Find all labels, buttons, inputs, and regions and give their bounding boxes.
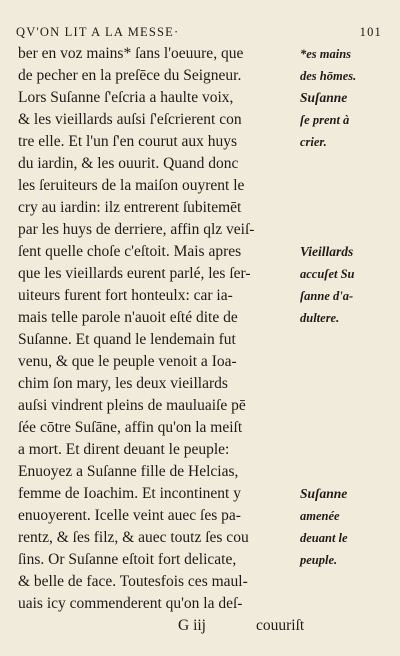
text-line	[18, 483, 384, 505]
line-text: uais icy commenderent qu'on la deſ-	[18, 595, 243, 612]
line-text: venu, & que le peuple venoit a Ioa-	[18, 353, 237, 370]
text-line	[18, 351, 384, 373]
marginal-note: peuple.	[300, 553, 338, 567]
text-line	[18, 373, 384, 395]
text-line	[18, 263, 384, 285]
line-text: cry au iardin: ilz entrerent ſubitemēt	[18, 199, 242, 216]
marginal-note: amenée	[300, 509, 340, 523]
marginal-note: dultere.	[300, 311, 340, 325]
line-text: uiteurs furent fort honteulx: car ia-	[18, 287, 233, 304]
marginal-note: Suſanne	[300, 486, 348, 501]
text-line	[18, 43, 384, 65]
text-line	[18, 549, 384, 571]
text-line	[18, 241, 384, 263]
line-text: ſent quelle choſe c'eſtoit. Mais apres	[18, 243, 242, 260]
text-line	[18, 285, 384, 307]
text-line	[18, 109, 384, 131]
line-text: rentz, & ſes filz, & auec toutz ſes cou	[18, 529, 249, 546]
text-line	[18, 329, 384, 351]
line-text: enuoyerent. Icelle veint auec ſes pa-	[18, 507, 241, 524]
marginal-note: deuant le	[300, 531, 348, 545]
line-text: & les vieillards auſsi ſ'eſcrierent con	[18, 111, 242, 128]
marginal-note: des hōmes.	[300, 69, 357, 83]
footer-line	[18, 615, 384, 637]
text-line	[18, 307, 384, 329]
line-text: & belle de face. Toutesfois ces maul-	[18, 573, 248, 590]
line-text: ſée cōtre Suſāne, affin qu'on la meiſt	[18, 419, 243, 436]
text-line	[18, 131, 384, 153]
text-line	[18, 175, 384, 197]
line-text: chim ſon mary, les deux vieillards	[18, 375, 228, 392]
text-line	[18, 395, 384, 417]
text-line	[18, 417, 384, 439]
line-text: par les huys de derriere, affin qlz veiſ-	[18, 221, 255, 238]
line-text: Suſanne. Et quand le lendemain fut	[18, 331, 236, 348]
line-text: Enuoyez a Suſanne fille de Helcias,	[18, 463, 239, 480]
page-number: 101	[359, 25, 382, 39]
line-text: de pecher en la preſēce du Seigneur.	[18, 67, 242, 84]
line-text: a mort. Et dirent deuant le peuple:	[18, 441, 230, 458]
line-text: mais telle parole n'auoit eſté dite de	[18, 309, 238, 326]
line-text: femme de Ioachim. Et incontinent y	[18, 485, 241, 502]
line-text: ſins. Or Suſanne eſtoit fort delicate,	[18, 551, 237, 568]
text-line	[18, 571, 384, 593]
line-text: que les vieillards eurent parlé, les ſer-	[18, 265, 251, 282]
marginal-note: accuſet Su	[300, 267, 355, 281]
catchword: couuriſt	[256, 617, 305, 634]
running-title: QV'ON LIT A LA MESSE·	[16, 25, 180, 39]
text-block	[18, 43, 384, 637]
text-line	[18, 219, 384, 241]
signature-mark: G iij	[178, 617, 206, 634]
text-line	[18, 593, 384, 615]
text-line	[18, 197, 384, 219]
text-line	[18, 505, 384, 527]
text-line	[18, 439, 384, 461]
text-line	[18, 153, 384, 175]
line-text: auſsi vindrent pleins de mauluaiſe pē	[18, 397, 246, 414]
marginal-note: *es mains	[300, 47, 352, 61]
marginal-note: Suſanne	[300, 90, 348, 105]
line-text: du iardin, & les ouurit. Quand donc	[18, 155, 239, 172]
line-text: ber en voz mains* ſans l'oeuure, que	[18, 45, 244, 62]
marginal-note: ſe prent à	[300, 113, 350, 127]
text-line	[18, 527, 384, 549]
line-text: Lors Suſanne ſ'eſcria a haulte voix,	[18, 89, 234, 106]
marginal-note: ſanne d'a-	[300, 289, 354, 303]
line-text: les ſeruiteurs de la maiſon ouyrent le	[18, 177, 245, 194]
marginal-note: crier.	[300, 135, 327, 149]
marginal-note: Vieillards	[300, 244, 354, 259]
text-line	[18, 461, 384, 483]
text-line	[18, 65, 384, 87]
text-line	[18, 87, 384, 109]
line-text: tre elle. Et l'un ſ'en courut aux huys	[18, 133, 238, 150]
